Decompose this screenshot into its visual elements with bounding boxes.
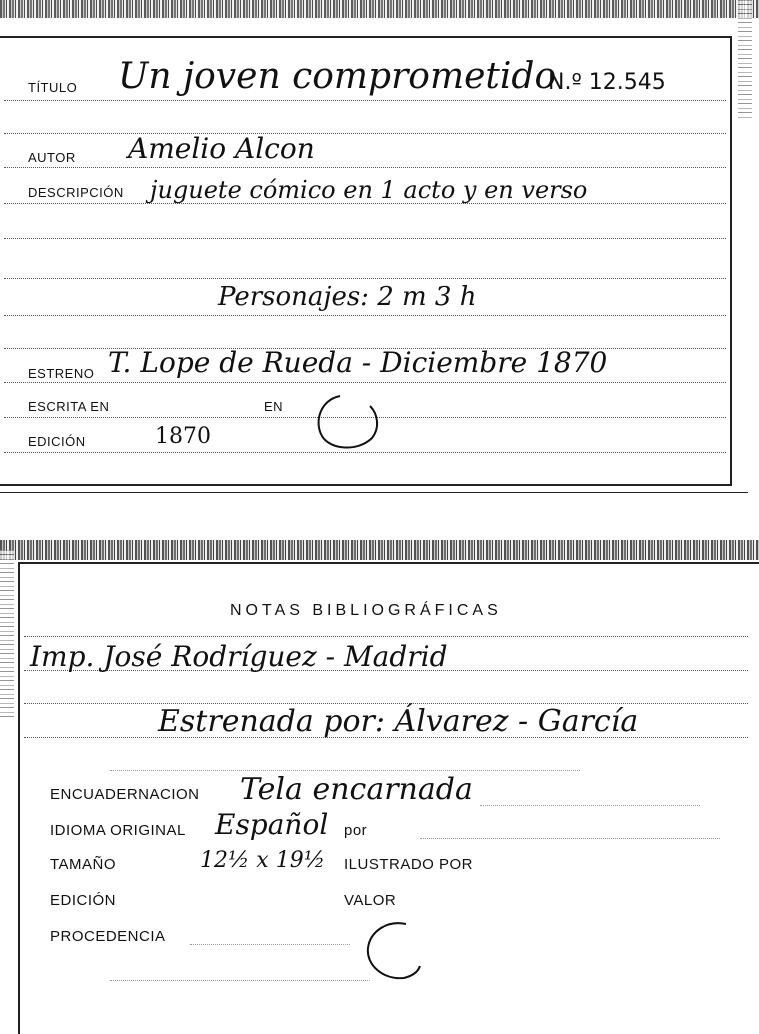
card1-rule <box>4 238 726 239</box>
card2-rule <box>24 636 748 637</box>
note-imprenta: Imp. José Rodríguez - Madrid <box>30 640 448 673</box>
card1-rule <box>4 167 726 168</box>
card1-right-edge <box>738 0 752 120</box>
card2-rule <box>110 770 580 771</box>
card-separator <box>0 492 748 493</box>
card2-rule <box>480 805 700 806</box>
escrita-label: ESCRITA EN <box>28 399 110 414</box>
encuadernacion-label: ENCUADERNACION <box>50 786 200 803</box>
punch-hole-icon <box>360 918 426 984</box>
edicion-label: EDICIÓN <box>28 434 86 449</box>
titulo-label: TÍTULO <box>28 80 78 95</box>
card2-left-edge <box>0 550 14 720</box>
personajes-note: Personajes: 2 m 3 h <box>218 282 477 312</box>
autor-label: AUTOR <box>28 150 76 165</box>
card1-top-edge <box>0 0 759 18</box>
card1-rule <box>4 315 726 316</box>
en-label: EN <box>264 399 284 414</box>
descripcion-label: DESCRIPCIÓN <box>28 185 124 200</box>
card2-rule <box>190 944 350 945</box>
encuadernacion-value: Tela encarnada <box>240 772 473 807</box>
notas-heading: NOTAS BIBLIOGRÁFICAS <box>230 602 502 619</box>
card2-top-edge <box>0 540 759 560</box>
card1-rule <box>4 133 726 134</box>
card2-rule <box>420 838 720 839</box>
ilustrado-label: ILUSTRADO POR <box>344 856 474 873</box>
estreno-value: T. Lope de Rueda - Diciembre 1870 <box>108 346 608 379</box>
catalog-number: N.º 12.545 <box>548 70 666 95</box>
procedencia-label: PROCEDENCIA <box>50 928 166 945</box>
descripcion-value: juguete cómico en 1 acto y en verso <box>150 176 588 204</box>
tamano-value: 12½ x 19½ <box>200 848 326 873</box>
note-estrenada: Estrenada por: Álvarez - García <box>158 704 639 739</box>
card1-rule <box>4 278 726 279</box>
autor-value: Amelio Alcon <box>128 132 315 165</box>
edicion-value: 1870 <box>155 424 211 449</box>
titulo-value: Un joven comprometido <box>118 56 557 97</box>
punch-hole-icon <box>310 392 384 454</box>
estreno-label: ESTRENO <box>28 366 95 381</box>
card1-rule <box>4 100 726 101</box>
por-label: por <box>344 822 368 839</box>
idioma-value: Español <box>215 808 329 841</box>
card2-rule <box>110 980 370 981</box>
edicion2-label: EDICIÓN <box>50 892 117 909</box>
tamano-label: TAMAÑO <box>50 856 117 873</box>
idioma-label: IDIOMA ORIGINAL <box>50 822 186 839</box>
valor-label: VALOR <box>344 892 397 909</box>
card1-rule <box>4 382 726 383</box>
